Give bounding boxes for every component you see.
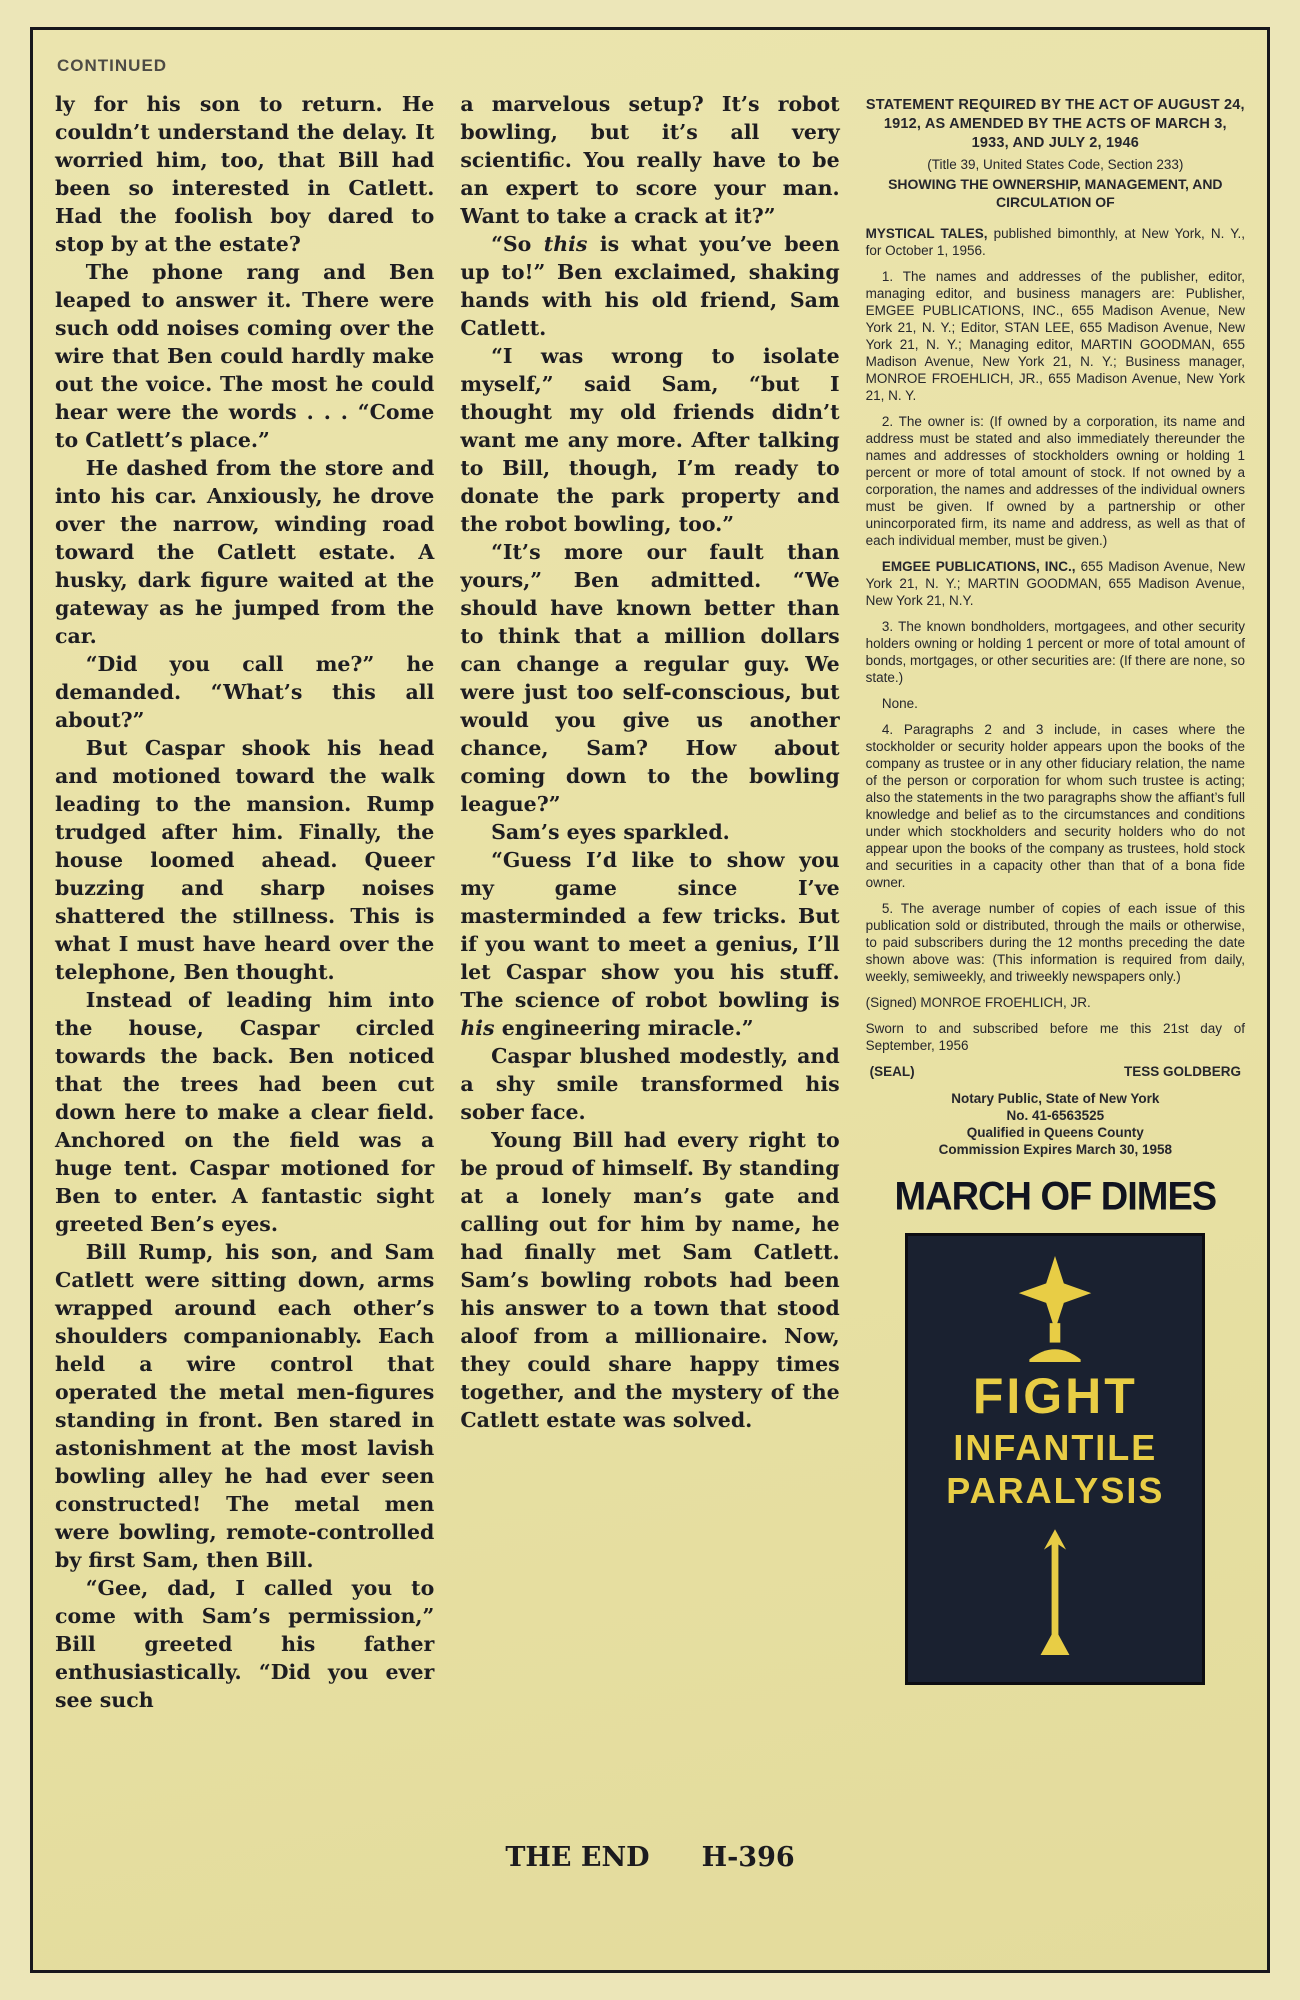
story-paragraph: The phone rang and Ben leaped to answer it. There were such odd noises coming over the wire that Ben could hardly make out the voice. The most he could hear were the words . . . “Come to Catlett’s place.”: [55, 260, 435, 452]
statement-body: [866, 225, 1245, 985]
statement-paragraph: 1. The names and addresses of the publisher, editor, managing editor, and business managers are: Publisher, EMGEE PUBLICATIONS, INC., 655 Madison Avenue, New York 21, N. Y.; Editor, STAN LEE, 655 Madison Avenue, New York 21, N. Y.; Managing editor, MARTIN GOODMAN, 655 Madison Avenue, New York 21, N. Y.; Business manager, MONROE FROEHLICH, JR., 655 Madison Avenue, New York 21, N. Y.: [865, 269, 1245, 403]
story-paragraph: But Caspar shook his head and motioned toward the walk leading to the mansion. Rump trudged after him. Finally, the house loomed ahead. Queer buzzing and sharp noises shattered the stillness. This is what I must have heard over the telephone, Ben thought.: [55, 736, 435, 984]
story-code: H-396: [701, 1842, 795, 1873]
statement-paragraph: None.: [881, 696, 918, 711]
seal-label: (SEAL): [869, 1064, 915, 1079]
story-column-1: [55, 90, 434, 1873]
notary-name: TESS GOLDBERG: [1123, 1064, 1241, 1079]
statement-column: [866, 90, 1245, 1873]
story-paragraph: Sam’s eyes sparkled.: [491, 820, 730, 844]
ad-word-infantile: INFANTILE: [953, 1426, 1158, 1468]
statement-paragraph: MYSTICAL TALES, published bimonthly, at New York, N. Y., for October 1, 1956.: [865, 226, 1245, 258]
sworn-line: Sworn to and subscribed before me this 21st day of September, 1956: [865, 1021, 1245, 1053]
seal-row: [870, 1063, 1241, 1080]
story-paragraph: “It’s more our fault than yours,” Ben admitted. “We should have known better than to think that a million dollars can change a regular guy. We were just too self-conscious, but would you give us another chance, Sam? How about coming down to the bowling league?”: [460, 540, 840, 816]
story-paragraph: Bill Rump, his son, and Sam Catlett were sitting down, arms wrapped around each other’s shoulders companionably. Each held a wire control that operated the metal men-figures standing in front. Ben stared in astonishment at the most lavish bowling alley he had ever seen constructed! The metal men were bowling, remote-controlled by first Sam, then Bill.: [55, 1240, 435, 1572]
signed-line: (Signed) MONROE FROEHLICH, JR.: [865, 995, 1091, 1010]
story-paragraph: a marvelous setup? It’s robot bowling, but it’s all very scientific. You really have to be an expert to score your man. Want to take a crack at it?”: [460, 92, 840, 228]
statement-subtitle2: SHOWING THE OWNERSHIP, MANAGEMENT, AND CIRCULATION OF: [888, 176, 1223, 210]
notary-line: Commission Expires March 30, 1958: [938, 1142, 1172, 1157]
story-paragraph: “Gee, dad, I called you to come with Sam’s permission,” Bill greeted his father enthusiastically. “Did you ever see such: [55, 1576, 435, 1712]
story-paragraph: He dashed from the store and into his car. Anxiously, he drove over the narrow, winding road toward the Catlett estate. A husky, dark figure waited at the gateway as he jumped from the car.: [55, 456, 435, 648]
ad-word-fight: FIGHT: [972, 1368, 1138, 1424]
page-content: [55, 52, 1245, 1954]
statement-paragraph: EMGEE PUBLICATIONS, INC., 655 Madison Avenue, New York 21, N. Y.; MARTIN GOODMAN, 655 Madison Avenue, New York 21, N.Y.: [865, 559, 1245, 608]
story-column-2: [460, 90, 839, 1873]
story-paragraph: “Did you call me?” he demanded. “What’s this all about?”: [55, 652, 435, 732]
the-end-label: THE END: [505, 1842, 650, 1873]
story-column-2-text: [460, 90, 839, 1434]
statement-paragraph: 2. The owner is: (If owned by a corporation, its name and address must be stated and also immediately thereunder the names and addresses of stockholders owning or holding 1 percent or more of total amount of stock. If not owned by a corporation, the names and addresses of the individual owners must be given. If owned by a partnership or other unincorporated firm, its name and address, as well as that of each individual member, must be given.): [865, 414, 1245, 548]
story-paragraph: ly for his son to return. He couldn’t understand the delay. It worried him, too, that Bill had been so interested in Catlett. Had the foolish boy dared to stop by at the estate?: [55, 92, 435, 256]
torch-handle-icon: [1038, 1524, 1072, 1662]
statement-paragraph: 4. Paragraphs 2 and 3 include, in cases where the stockholder or security holder appears upon the books of the company as trustee or in any other fiduciary relation, the name of the person or corporation for whom such trustee is acting; also the statements in the two paragraphs show the affiant’s full knowledge and belief as to the circumstances and conditions under which stockholders and security holders who do not appear upon the books of the company as trustees, hold stock and securities in a capacity other than that of a bona fide owner.: [865, 722, 1245, 890]
torch-flame-icon: [1009, 1256, 1101, 1362]
notary-line: Qualified in Queens County: [966, 1125, 1144, 1140]
statement-subtitle: (Title 39, United States Code, Section 233): [927, 157, 1184, 172]
march-of-dimes-ad: [905, 1233, 1205, 1685]
march-of-dimes-title: MARCH OF DIMES: [894, 1174, 1217, 1220]
text-columns: [55, 90, 1245, 1873]
statement-paragraph: 5. The average number of copies of each issue of this publication sold or distributed, through the mails or otherwise, to paid subscribers during the 12 months preceding the date shown above was: (This information is required from daily, weekly, semiweekly, and triweekly newspapers only.): [865, 901, 1245, 984]
statement-title: STATEMENT REQUIRED BY THE ACT OF AUGUST 24, 1912, AS AMENDED BY THE ACTS OF MARCH 3, 1933, AND JULY 2, 1946: [865, 97, 1245, 151]
story-end-row: [460, 1842, 839, 1873]
story-paragraph: “Guess I’d like to show you my game since I’ve masterminded a few tricks. But if you want to meet a genius, I’ll let Caspar show you his stuff. The science of robot bowling is his engineering miracle.”: [460, 848, 840, 1040]
notary-block: [866, 1090, 1245, 1158]
ad-word-paralysis: PARALYSIS: [946, 1470, 1165, 1512]
continued-label: CONTINUED: [57, 56, 168, 75]
statement-paragraph: 3. The known bondholders, mortgagees, and other security holders owning or holding 1 percent or more of total amount of bonds, mortgages, or other securities are: (If there are none, so state.): [865, 619, 1245, 685]
story-paragraph: “I was wrong to isolate myself,” said Sam, “but I thought my old friends didn’t want me any more. After talking to Bill, though, I’m ready to donate the park property and the robot bowling, too.”: [460, 344, 840, 536]
page-border-frame: [30, 27, 1270, 1973]
story-paragraph: “So this is what you’ve been up to!” Ben exclaimed, shaking hands with his old friend, Sam Catlett.: [460, 232, 840, 340]
notary-line: No. 41-6563525: [1006, 1108, 1105, 1123]
story-paragraph: Young Bill had every right to be proud of himself. By standing at a lonely man’s gate and calling out for him by name, he had finally met Sam Catlett. Sam’s bowling robots had been his answer to a town that stood aloof from a millionaire. Now, they could share happy times together, and the mystery of the Catlett estate was solved.: [460, 1128, 840, 1432]
story-paragraph: Caspar blushed modestly, and a shy smile transformed his sober face.: [460, 1044, 840, 1124]
notary-line: Notary Public, State of New York: [951, 1091, 1160, 1106]
story-paragraph: Instead of leading him into the house, Caspar circled towards the back. Ben noticed that the trees had been cut down here to make a clear field. Anchored on the field was a huge tent. Caspar motioned for Ben to enter. A fantastic sight greeted Ben’s eyes.: [55, 988, 435, 1236]
